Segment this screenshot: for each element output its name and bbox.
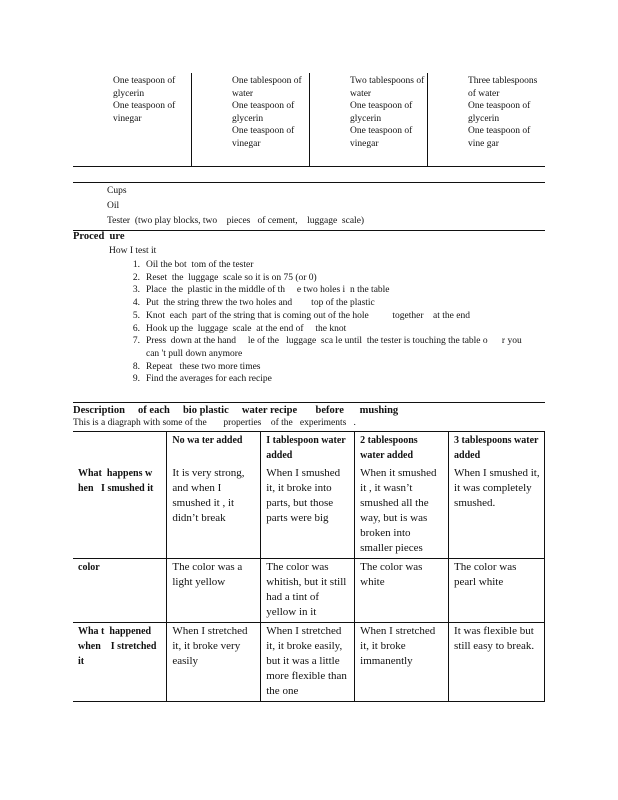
ingredient-item: Three tablespoons of water <box>428 75 545 100</box>
table-cell: When I stretched it, it broke very easily <box>167 623 261 702</box>
bullet-icon <box>310 125 350 150</box>
recipe-column <box>191 73 309 166</box>
ingredient-item: One teaspoon of vinegar <box>73 100 191 125</box>
row-label: What happens w hen I smushed it <box>78 468 155 494</box>
table-cell: When I smushed it, it broke into parts, but those parts were big <box>261 465 355 559</box>
recipe-column <box>309 73 427 166</box>
list-item: 5. Knot each part of the string that is coming out of the hole together at the end <box>132 310 470 321</box>
list-item: 3. Place the plastic in the middle of th e two holes i n the table <box>132 285 390 296</box>
table-cell: When I smushed it, it was completely smushed. <box>449 465 545 559</box>
row-label: Wha t happened when I stretched it <box>73 623 167 702</box>
recipe-column <box>427 73 545 166</box>
table-header-row <box>73 432 545 466</box>
ingredient-item: One teaspoon of glycerin <box>73 75 191 100</box>
header-cell: 3 tablespoons water added <box>449 432 545 466</box>
divider <box>73 182 545 183</box>
bullet-icon <box>428 125 468 150</box>
ingredient-item: One teaspoon of vinegar <box>310 125 427 150</box>
procedure-steps <box>118 259 538 386</box>
bullet-icon <box>428 75 468 100</box>
table-row <box>73 559 545 623</box>
table-row <box>73 465 545 559</box>
ingredient-item: One teaspoon of glycerin <box>310 100 427 125</box>
table-cell: The color was a light yellow <box>167 559 261 623</box>
bullet-icon <box>428 100 468 125</box>
table-cell: The color was white <box>355 559 449 623</box>
procedure-subheading: How I test it <box>109 246 157 256</box>
list-item: Oil <box>73 199 545 214</box>
table-cell: The color was pearl white <box>449 559 545 623</box>
table-cell: When I stretched it, it broke immanently <box>355 623 449 702</box>
ingredient-item: One tablespoon of water <box>192 75 309 100</box>
procedure-heading: Proced ure <box>73 231 125 242</box>
bullet-icon <box>310 75 350 100</box>
recipe-ingredients-table <box>73 73 545 167</box>
list-item: 7. Press down at the hand le of the luggage sca le until the tester is touching the table o r you can 't pull down anymore <box>132 336 525 359</box>
ingredient-item: One teaspoon of glycerin <box>192 100 309 125</box>
properties-table <box>73 431 545 702</box>
bullet-icon <box>73 75 113 100</box>
table-row <box>73 623 545 702</box>
materials-list <box>73 184 545 229</box>
bullet-icon <box>310 100 350 125</box>
table-cell: The color was whitish, but it still had a tint of yellow in it <box>261 559 355 623</box>
list-item: 6. Hook up the luggage scale at the end of the knot <box>132 323 347 334</box>
description-heading: Description of each bio plastic water recipe before mushing <box>73 405 399 416</box>
divider <box>73 402 545 403</box>
header-cell: 2 tablespoons water added <box>355 432 449 466</box>
list-item: 4. Put the string threw the two holes and top of the plastic <box>132 298 375 309</box>
list-item: 8. Repeat these two more times <box>132 361 261 372</box>
list-item: 1. Oil the bot tom of the tester <box>132 260 254 270</box>
ingredient-item: One teaspoon of vine gar <box>428 125 545 150</box>
divider <box>73 230 545 231</box>
bullet-icon <box>73 100 113 125</box>
list-item: Cups <box>73 184 545 199</box>
list-item: 9. Find the averages for each recipe <box>132 374 272 385</box>
bullet-icon <box>192 125 232 150</box>
bullet-icon <box>73 199 107 214</box>
ingredient-item: Two tablespoons of water <box>310 75 427 100</box>
bullet-icon <box>73 214 107 229</box>
bullet-icon <box>192 75 232 100</box>
table-cell: It was flexible but still easy to break. <box>449 623 545 702</box>
description-intro: This is a diagraph with some of the properties of the experiments . <box>73 418 356 428</box>
table-cell: When I stretched it, it broke easily, but it was a little more flexible than the one <box>261 623 355 702</box>
table-cell: When it smushed it , it wasn’t smushed all the way, but is was broken into smaller pieces <box>355 465 449 559</box>
list-item: 2. Reset the luggage scale so it is on 75 (or 0) <box>132 272 317 283</box>
bullet-icon <box>73 184 107 199</box>
row-label: color <box>73 559 167 623</box>
header-cell: I tablespoon water added <box>261 432 355 466</box>
bullet-icon <box>192 100 232 125</box>
ingredient-item: One teaspoon of vinegar <box>192 125 309 150</box>
header-cell: No wa ter added <box>167 432 261 466</box>
ingredient-item: One teaspoon of glycerin <box>428 100 545 125</box>
table-cell: It is very strong, and when I smushed it , it didn’t break <box>167 465 261 559</box>
recipe-column <box>73 73 191 166</box>
header-cell <box>73 432 167 466</box>
list-item: Tester (two play blocks, two pieces of cement, luggage scale) <box>73 214 545 229</box>
